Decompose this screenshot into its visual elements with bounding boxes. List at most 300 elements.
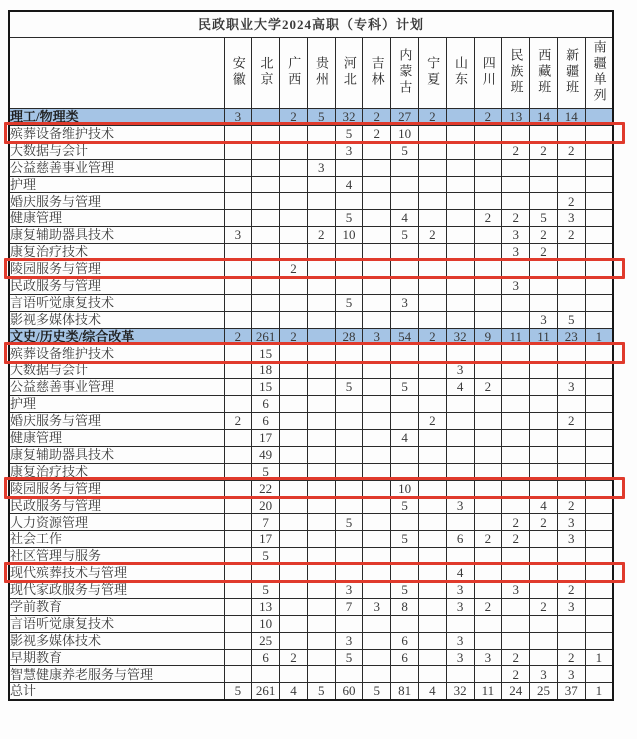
program-name-cell: 护理 [9,176,224,193]
column-header-label: 安徽 [230,55,246,88]
value-cell [474,125,502,142]
value-cell: 14 [557,109,585,126]
value-cell: 37 [557,683,585,700]
value-cell [557,345,585,362]
program-name-cell: 公益慈善事业管理 [9,159,224,176]
program-name-cell: 康复治疗技术 [9,244,224,261]
program-name-cell: 健康管理 [9,429,224,446]
value-cell [391,615,419,632]
value-cell [307,548,335,565]
value-cell [418,666,446,683]
value-cell: 32 [446,328,474,345]
title-row [9,11,613,38]
value-cell: 3 [502,581,530,598]
value-cell: 27 [391,109,419,126]
column-header [252,38,280,109]
program-name-cell: 殡葬设备维护技术 [9,345,224,362]
value-cell [307,429,335,446]
value-cell [252,244,280,261]
value-cell: 261 [252,683,280,700]
value-cell [363,632,391,649]
program-name-cell: 大数据与会计 [9,142,224,159]
value-cell [418,446,446,463]
value-cell [363,429,391,446]
table-row [9,615,613,632]
value-cell [502,598,530,615]
value-cell: 3 [363,598,391,615]
value-cell: 4 [446,565,474,582]
value-cell [474,345,502,362]
value-cell [335,497,363,514]
value-cell [557,277,585,294]
value-cell [307,294,335,311]
column-header-label: 宁夏 [425,55,441,88]
value-cell: 6 [391,632,419,649]
column-header [530,38,558,109]
value-cell [363,514,391,531]
value-cell [530,261,558,278]
value-cell [585,261,613,278]
value-cell: 2 [363,125,391,142]
value-cell [252,159,280,176]
value-cell [224,244,252,261]
value-cell [474,429,502,446]
value-cell [391,193,419,210]
value-cell [363,548,391,565]
value-cell [335,463,363,480]
value-cell [280,396,308,413]
table-row [9,446,613,463]
value-cell [307,531,335,548]
section-header-row [9,328,613,345]
value-cell [502,615,530,632]
column-header [363,38,391,109]
table-row [9,227,613,244]
value-cell [224,176,252,193]
value-cell: 25 [530,683,558,700]
value-cell [474,362,502,379]
column-header [391,38,419,109]
value-cell [502,480,530,497]
value-cell [446,311,474,328]
value-cell: 4 [418,683,446,700]
value-cell [530,531,558,548]
value-cell: 10 [335,227,363,244]
value-cell: 3 [224,227,252,244]
value-cell [474,176,502,193]
value-cell [363,176,391,193]
value-cell [530,446,558,463]
value-cell [418,261,446,278]
value-cell [280,210,308,227]
value-cell: 3 [557,598,585,615]
value-cell [363,649,391,666]
program-name-cell: 人力资源管理 [9,514,224,531]
program-name-cell: 言语听觉康复技术 [9,294,224,311]
value-cell [530,193,558,210]
table-row [9,379,613,396]
value-cell [585,514,613,531]
value-cell: 13 [502,109,530,126]
value-cell [557,396,585,413]
value-cell: 3 [530,311,558,328]
value-cell: 2 [280,649,308,666]
program-name-cell: 陵园服务与管理 [9,480,224,497]
table-row [9,480,613,497]
table-title: 民政职业大学2024高职（专科）计划 [9,11,613,38]
value-cell [530,632,558,649]
table-row [9,125,613,142]
value-cell [557,565,585,582]
value-cell [224,480,252,497]
table-row [9,632,613,649]
value-cell [585,294,613,311]
value-cell [335,193,363,210]
value-cell: 6 [252,396,280,413]
value-cell [363,362,391,379]
value-cell [418,193,446,210]
value-cell [307,379,335,396]
value-cell [446,176,474,193]
value-cell [530,565,558,582]
value-cell [280,244,308,261]
column-header [280,38,308,109]
value-cell [363,227,391,244]
value-cell: 5 [391,497,419,514]
program-name-cell: 现代殡葬技术与管理 [9,565,224,582]
value-cell: 24 [502,683,530,700]
value-cell [280,666,308,683]
program-name-cell: 婚庆服务与管理 [9,193,224,210]
value-cell [418,598,446,615]
program-name-cell: 智慧健康养老服务与管理 [9,666,224,683]
value-cell: 3 [502,277,530,294]
value-cell [391,176,419,193]
value-cell [335,548,363,565]
value-cell [224,125,252,142]
value-cell: 2 [530,244,558,261]
value-cell [585,446,613,463]
value-cell [474,666,502,683]
value-cell [252,311,280,328]
value-cell [224,615,252,632]
value-cell [418,345,446,362]
value-cell: 3 [446,649,474,666]
column-header-label: 山东 [452,55,468,88]
value-cell: 4 [446,379,474,396]
value-cell [391,362,419,379]
table-row [9,396,613,413]
value-cell [474,227,502,244]
value-cell [446,109,474,126]
value-cell [363,261,391,278]
value-cell [307,193,335,210]
value-cell: 2 [530,227,558,244]
value-cell [280,429,308,446]
value-cell [335,362,363,379]
value-cell: 3 [446,497,474,514]
value-cell [391,565,419,582]
value-cell: 3 [557,531,585,548]
value-cell: 81 [391,683,419,700]
value-cell [418,362,446,379]
value-cell [585,244,613,261]
value-cell [585,480,613,497]
table-row [9,176,613,193]
value-cell [224,142,252,159]
value-cell [502,632,530,649]
value-cell [252,294,280,311]
value-cell [224,548,252,565]
program-name-cell: 康复辅助器具技术 [9,446,224,463]
value-cell [530,463,558,480]
value-cell [224,598,252,615]
column-header-label: 吉林 [369,55,385,88]
value-cell [502,565,530,582]
value-cell [280,548,308,565]
value-cell [224,277,252,294]
value-cell [418,514,446,531]
column-header [502,38,530,109]
column-header-label: 北京 [258,55,274,88]
value-cell [530,362,558,379]
value-cell [307,632,335,649]
plan-table-wrap [8,10,614,701]
value-cell [502,379,530,396]
column-header-label: 南疆单列 [591,39,607,104]
value-cell [418,565,446,582]
value-cell [391,311,419,328]
value-cell [502,413,530,430]
value-cell [446,210,474,227]
column-header [418,38,446,109]
value-cell [530,429,558,446]
value-cell [391,463,419,480]
value-cell [252,109,280,126]
value-cell [418,311,446,328]
table-row [9,142,613,159]
column-header [307,38,335,109]
value-cell [335,413,363,430]
value-cell: 2 [557,581,585,598]
program-name-cell: 早期教育 [9,649,224,666]
value-cell: 2 [502,531,530,548]
value-cell [335,565,363,582]
value-cell: 5 [335,125,363,142]
value-cell [335,277,363,294]
value-cell: 3 [557,210,585,227]
value-cell: 3 [391,294,419,311]
column-header-label: 内蒙古 [397,47,413,96]
value-cell [363,615,391,632]
value-cell [280,497,308,514]
value-cell: 9 [474,328,502,345]
column-header-label: 贵州 [314,55,330,88]
value-cell: 14 [530,109,558,126]
value-cell [585,565,613,582]
value-cell [474,497,502,514]
value-cell [224,193,252,210]
value-cell [557,615,585,632]
value-cell: 5 [307,109,335,126]
value-cell: 2 [418,413,446,430]
value-cell [391,413,419,430]
program-name-cell: 现代家政服务与管理 [9,581,224,598]
value-cell [585,632,613,649]
value-cell: 25 [252,632,280,649]
value-cell [585,227,613,244]
value-cell [280,277,308,294]
program-name-cell: 影视多媒体技术 [9,632,224,649]
value-cell: 60 [335,683,363,700]
value-cell [335,345,363,362]
value-cell [474,159,502,176]
value-cell [391,446,419,463]
value-cell [307,497,335,514]
value-cell [530,176,558,193]
value-cell [585,277,613,294]
value-cell [418,159,446,176]
value-cell: 2 [474,598,502,615]
value-cell [280,227,308,244]
value-cell [557,244,585,261]
value-cell [307,176,335,193]
value-cell: 3 [530,666,558,683]
value-cell [335,261,363,278]
value-cell: 2 [474,379,502,396]
value-cell [530,277,558,294]
table-row [9,311,613,328]
value-cell [363,311,391,328]
program-name-cell: 民政服务与管理 [9,277,224,294]
value-cell [418,615,446,632]
value-cell: 2 [557,142,585,159]
value-cell [335,480,363,497]
column-header-label: 四川 [480,55,496,88]
value-cell [585,413,613,430]
value-cell: 5 [224,683,252,700]
value-cell [224,514,252,531]
program-name-cell: 婚庆服务与管理 [9,413,224,430]
value-cell [446,261,474,278]
value-cell [502,193,530,210]
value-cell [418,480,446,497]
value-cell: 17 [252,531,280,548]
value-cell: 5 [391,531,419,548]
value-cell [585,531,613,548]
value-cell [363,193,391,210]
value-cell [418,125,446,142]
value-cell [280,379,308,396]
value-cell [418,294,446,311]
value-cell [585,615,613,632]
value-cell [502,497,530,514]
value-cell: 6 [252,649,280,666]
value-cell [585,176,613,193]
value-cell [474,514,502,531]
value-cell: 3 [557,514,585,531]
value-cell [224,531,252,548]
value-cell: 1 [585,649,613,666]
value-cell [224,362,252,379]
program-name-cell: 康复辅助器具技术 [9,227,224,244]
value-cell [474,565,502,582]
value-cell: 4 [530,497,558,514]
value-cell [391,396,419,413]
column-header [446,38,474,109]
value-cell [363,210,391,227]
value-cell [363,413,391,430]
value-cell [391,244,419,261]
value-cell [418,396,446,413]
value-cell [224,261,252,278]
value-cell [307,396,335,413]
value-cell: 3 [335,632,363,649]
value-cell [585,345,613,362]
value-cell [418,176,446,193]
value-cell [224,159,252,176]
value-cell [530,548,558,565]
program-name-cell: 社区管理与服务 [9,548,224,565]
value-cell: 2 [307,227,335,244]
value-cell [280,345,308,362]
value-cell [307,261,335,278]
table-row [9,514,613,531]
value-cell [224,649,252,666]
grand-total-row [9,683,613,700]
value-cell: 2 [502,649,530,666]
value-cell [280,446,308,463]
value-cell [474,294,502,311]
value-cell [363,277,391,294]
value-cell: 2 [530,142,558,159]
value-cell [474,581,502,598]
value-cell: 54 [391,328,419,345]
table-row [9,581,613,598]
value-cell [280,615,308,632]
value-cell [502,446,530,463]
value-cell [224,210,252,227]
table-row [9,531,613,548]
value-cell [446,294,474,311]
table-row [9,548,613,565]
value-cell [530,294,558,311]
table-row [9,598,613,615]
value-cell [585,311,613,328]
value-cell [307,345,335,362]
value-cell [335,615,363,632]
value-cell [224,497,252,514]
value-cell [307,666,335,683]
value-cell [363,446,391,463]
value-cell [280,125,308,142]
value-cell: 6 [252,413,280,430]
value-cell [530,159,558,176]
value-cell: 32 [446,683,474,700]
program-name-cell: 公益慈善事业管理 [9,379,224,396]
value-cell [307,413,335,430]
value-cell [335,666,363,683]
value-cell: 2 [530,598,558,615]
value-cell [252,193,280,210]
table-row [9,497,613,514]
table-row [9,345,613,362]
column-header [335,38,363,109]
value-cell: 2 [280,261,308,278]
program-name-cell: 殡葬设备维护技术 [9,125,224,142]
value-cell: 10 [252,615,280,632]
value-cell [335,446,363,463]
